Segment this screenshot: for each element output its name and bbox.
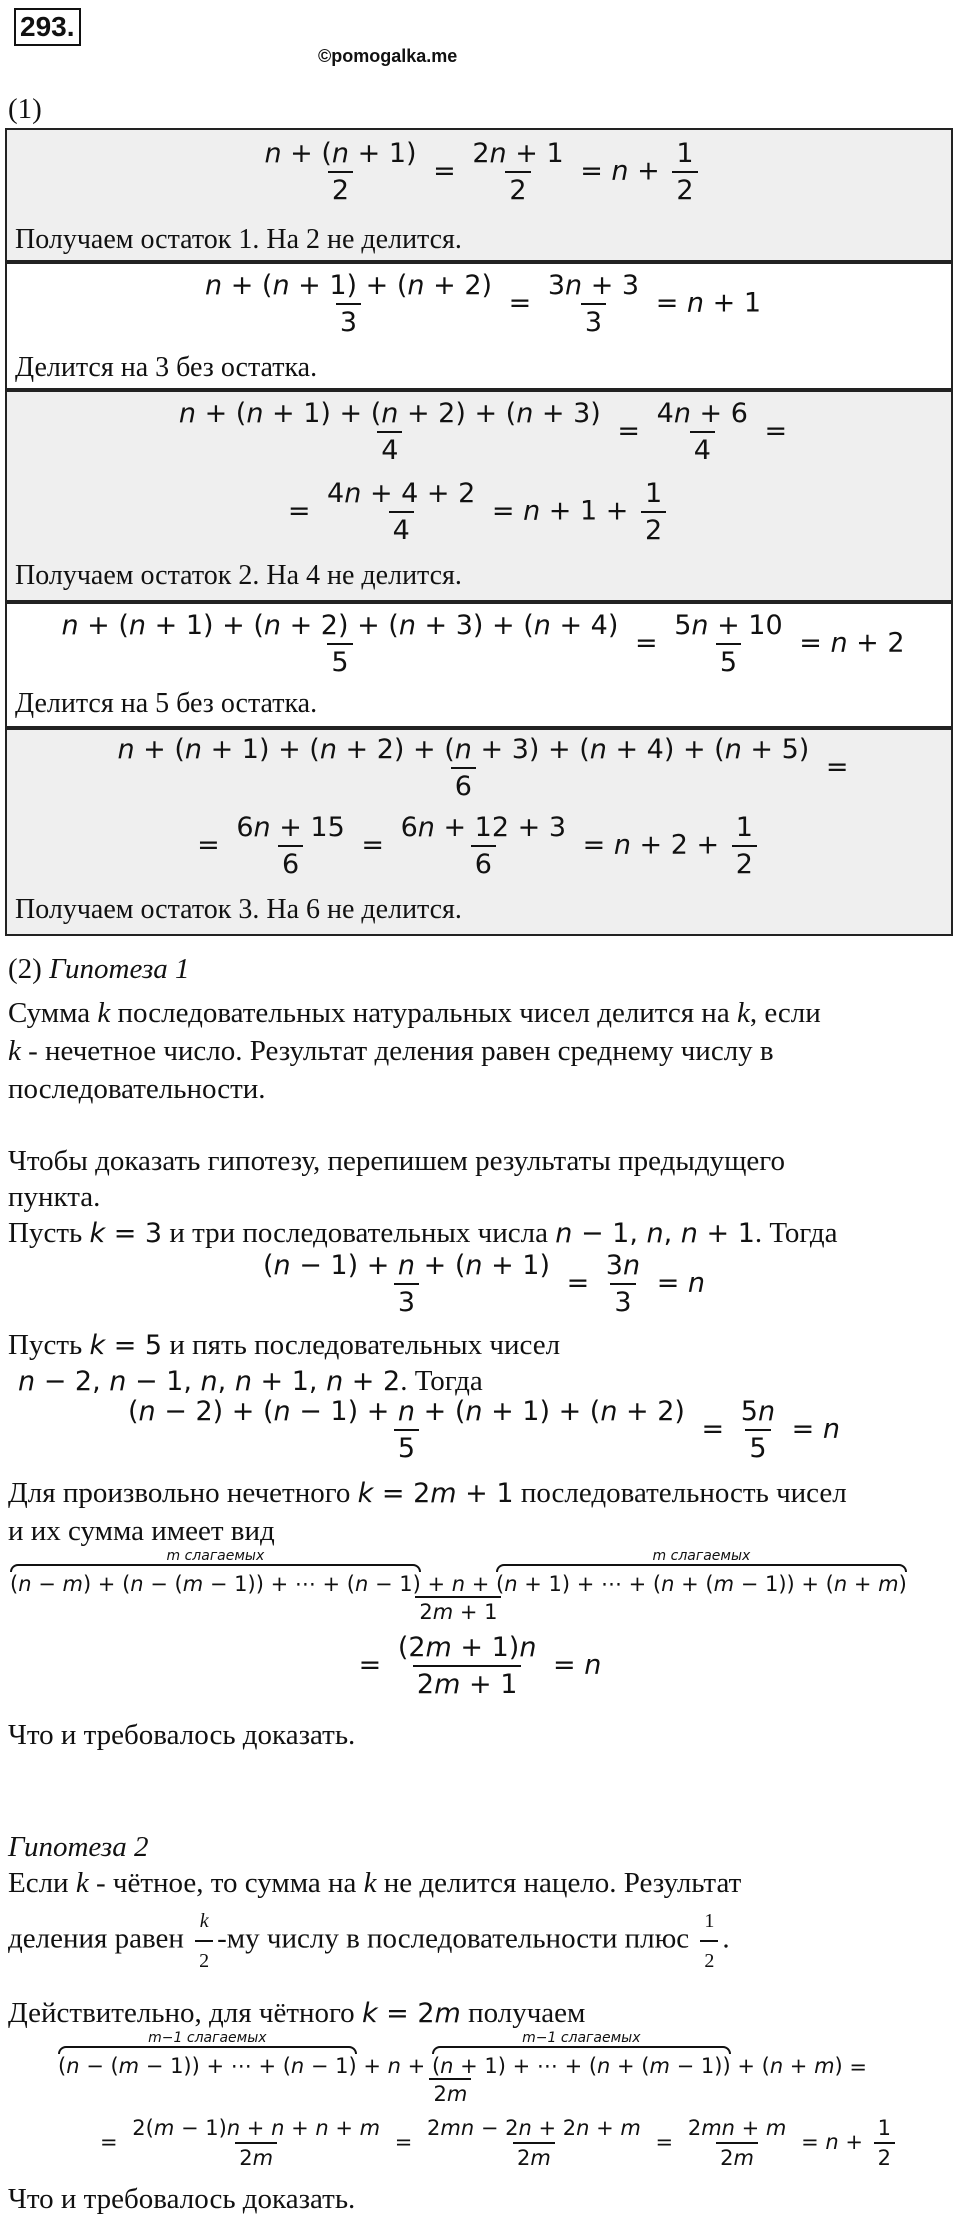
row-n2 [5, 128, 953, 262]
even-line: Действительно, для чётного k = 2m получаем [8, 1997, 586, 2029]
text: не делится нацело. Результат [383, 1867, 742, 1899]
hyp2-title: Гипотеза 2 [8, 1831, 149, 1863]
text: Пусть [8, 1329, 83, 1361]
text: слагаемых [560, 2030, 641, 2046]
text: последовательность чисел [520, 1477, 847, 1509]
row-caption: Делится на 5 без остатка. [15, 688, 318, 719]
text: Если [8, 1867, 69, 1899]
formula-odd-result: = $\frac{(2m + 1)n}{2m + 1}$ = n [358, 1632, 602, 1700]
hyp1-line3: последовательности. [8, 1073, 266, 1105]
hyp2-line1: Если k - чётное, то сумма на k не делится нацело. Результат [8, 1867, 742, 1899]
row-caption: Получаем остаток 1. На 2 не делится. [15, 224, 462, 255]
arb-line2: и их сумма имеет вид [8, 1515, 275, 1547]
row-caption: Получаем остаток 2. На 4 не делится. [15, 560, 462, 591]
formula-n2: $\frac{n + (n + 1)}{2}$ = $\frac{2n + 1}{2}$ = n + $\frac{1}{2}$ [7, 138, 951, 206]
row-n4 [5, 390, 953, 602]
qed-2: Что и требовалось доказать. [8, 2183, 356, 2215]
formula-k5: $\frac{(n - 2) + (n - 1) + n + (n + 1) + (n + 2)}{5}$ = $\frac{5n}{5}$ = n [128, 1396, 840, 1464]
text: последовательных натуральных чисел делится на [117, 997, 730, 1029]
hyp2-line2: деления равен $\frac{k}{2}$ -му числу в последовательности плюс $\frac{1}{2}$ . [8, 1904, 730, 1978]
text: слагаемых [186, 2030, 267, 2046]
arb-line1: Для произвольно нечетного k = 2m + 1 последовательность чисел [8, 1477, 847, 1509]
text: Для произвольно нечетного [8, 1477, 351, 1509]
text: и три последовательных числа [169, 1217, 548, 1249]
let-k3: Пусть k = 3 и три последовательных числа n − 1, n, n + 1. Тогда [8, 1217, 838, 1249]
watermark: ©pomogalka.me [318, 46, 458, 66]
text: Пусть [8, 1217, 83, 1249]
hyp1-title: Гипотеза 1 [49, 953, 190, 985]
qed-1: Что и требовалось доказать. [8, 1719, 356, 1751]
text: слагаемых [184, 1548, 265, 1564]
text: Действительно, для чётного [8, 1997, 355, 2029]
proof-line1: Чтобы доказать гипотезу, перепишем результаты предыдущего [8, 1145, 785, 1177]
formula-odd-sum: m слагаемых (n − m) + (n − (m − 1)) + ⋯ + (n − 1) + n + m слагаемых (n + 1) + ⋯ + (n + (m − 1)) + (n + m) 2m + 1 [10, 1548, 907, 1624]
row-n5 [5, 602, 953, 728]
formula-n4-b: = $\frac{4n + 4 + 2}{4}$ = n + 1 + $\frac{1}{2}$ [7, 478, 951, 546]
let-k5-seq: n − 2, n − 1, n, n + 1, n + 2. Тогда [18, 1365, 483, 1397]
formula-n5: $\frac{n + (n + 1) + (n + 2) + (n + 3) + (n + 4)}{5}$ = $\frac{5n + 10}{5}$ = n + 2 [61, 610, 905, 678]
text: Сумма [8, 997, 91, 1029]
part1-label: (1) [8, 93, 42, 125]
text: . Тогда [400, 1365, 483, 1397]
formula-n3: $\frac{n + (n + 1) + (n + 2)}{3}$ = $\frac{3n + 3}{3}$ = n + 1 [205, 270, 761, 338]
text: получаем [468, 1997, 586, 2029]
let-k5: Пусть k = 5 и пять последовательных чисел [8, 1329, 561, 1361]
formula-even-sum: m−1 слагаемых (n − (m − 1)) + ⋯ + (n − 1) + n + m−1 слагаемых (n + 1) + ⋯ + (n + (m − 1)) + (n + m) 2m = [58, 2030, 868, 2106]
formula-n6-b: = $\frac{6n + 15}{6}$ = $\frac{6n + 12 + 3}{6}$ = n + 2 + $\frac{1}{2}$ [7, 812, 951, 880]
text: и пять последовательных чисел [169, 1329, 561, 1361]
text: слагаемых [670, 1548, 751, 1564]
proof-line2: пункта. [8, 1181, 101, 1213]
formula-k3: $\frac{(n - 1) + n + (n + 1)}{3}$ = $\frac{3n}{3}$ = n [262, 1250, 706, 1318]
row-n6 [5, 728, 953, 936]
problem-number: 293. [14, 8, 81, 46]
formula-even-result: = $\frac{2(m - 1)n + n + n + m}{2m}$ = $\frac{2mn - 2n + 2n + m}{2m}$ = $\frac{2mn + m}{2m}$ = n + $\frac{1}{2}$ [100, 2116, 899, 2170]
text: -му числу в последовательности плюс [217, 1922, 690, 1955]
row-caption: Делится на 3 без остатка. [15, 352, 318, 383]
text: - чётное, то сумма на [95, 1867, 357, 1899]
text: , если [749, 997, 821, 1029]
row-n3 [5, 262, 953, 390]
hyp1-line2: k - нечетное число. Результат деления равен среднему числу в [8, 1035, 774, 1067]
formula-n6-a: $\frac{n + (n + 1) + (n + 2) + (n + 3) + (n + 4) + (n + 5)}{6}$ = [117, 734, 849, 802]
text: - нечетное число. Результат деления равен среднему числу в [28, 1035, 774, 1067]
part2-label: (2) [8, 953, 42, 985]
part2-heading [8, 952, 190, 986]
hyp1-line1: Сумма k последовательных натуральных чисел делится на k, если [8, 997, 821, 1029]
text: . Тогда [754, 1217, 838, 1249]
text: деления равен [8, 1922, 184, 1955]
formula-n4-a: $\frac{n + (n + 1) + (n + 2) + (n + 3)}{4}$ = $\frac{4n + 6}{4}$ = [178, 398, 788, 466]
row-caption: Получаем остаток 3. На 6 не делится. [15, 894, 462, 925]
